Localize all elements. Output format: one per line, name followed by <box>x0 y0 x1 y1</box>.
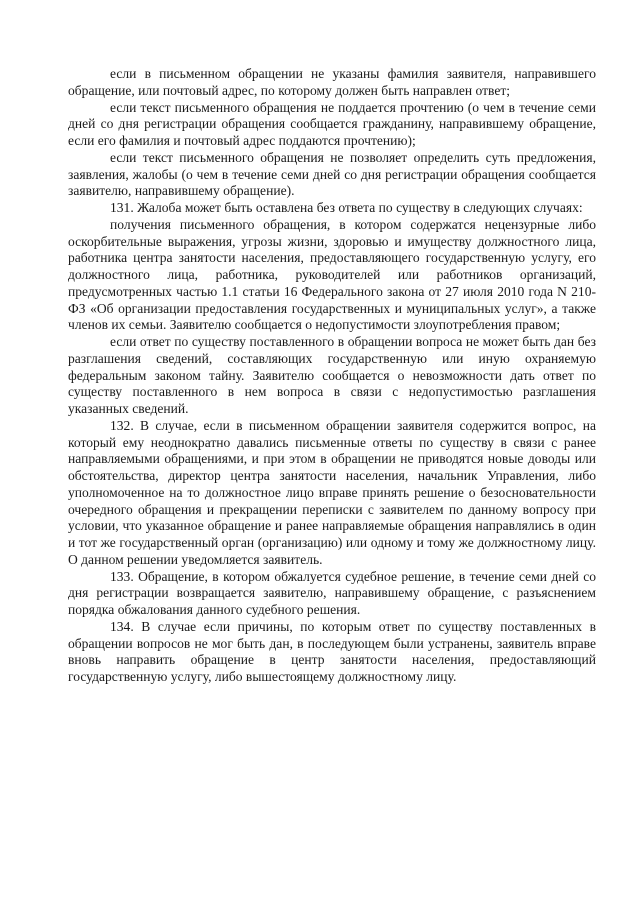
paragraph-undefined-essence: если текст письменного обращения не позволяет определить суть предложения, заявления, жалобы (о чем в течение семи дней со дня регистрации обращения сообщается заявителю, направившему обращение). <box>68 149 596 199</box>
paragraph-131: 131. Жалоба может быть оставлена без ответа по существу в следующих случаях: <box>110 200 583 215</box>
paragraph-132: 132. В случае, если в письменном обращении заявителя содержится вопрос, на который ему неоднократно давались письменные ответы по существу в связи с ранее направляемыми обращениями, и при этом в обращении не приводятся новые доводы или обстоятельства, директор центра занятости населения, начальник Управления, либо уполномоченное на то должностное лицо вправе принять решение о безосновательности очередного обращения и прекращении переписки с заявителем по данному вопросу при условии, что указанное обращение и ранее направляемые обращения направлялись в один и тот же государственный орган (организацию) или одному и тому же должностному лицу. О данном решении уведомляется заявитель. <box>68 417 596 567</box>
paragraph-unreadable-text: если текст письменного обращения не поддается прочтению (о чем в течение семи дней со дня регистрации обращения сообщается гражданину, направившему обращение, если его фамилия и почтовый адрес поддаются прочтению); <box>68 99 596 148</box>
document-body <box>68 66 596 686</box>
paragraph-133: 133. Обращение, в котором обжалуется судебное решение, в течение семи дней со дня регистрации возвращается заявителю, направившему обращение, с разъяснением порядка обжалования данного судебного решения. <box>68 568 596 617</box>
paragraph-134: 134. В случае если причины, по которым ответ по существу поставленных в обращении вопросов не мог быть дан, в последующем были устранены, заявитель вправе вновь направить обращение в центр занятости населения, предоставляющий государственную услугу, либо вышестоящему должностному лицу. <box>68 618 596 684</box>
paragraph-missing-name-address: если в письменном обращении не указаны фамилия заявителя, направившего обращение, или почтовый адрес, по которому должен быть направлен ответ; <box>68 66 596 98</box>
paragraph-obscene-expressions: получения письменного обращения, в котором содержатся нецензурные либо оскорбительные выражения, угрозы жизни, здоровью и имуществу должностного лица, работника центра занятости населения, предоставляющего государственную услугу, его должностного лица, работника, руководителей или работников организаций, предусмотренных частью 1.1 статьи 16 Федерального закона от 27 июля 2010 года N 210-ФЗ «Об организации предоставления государственных и муниципальных услуг», а также членов их семьи. Заявителю сообщается о недопустимости злоупотребления правом; <box>68 216 596 333</box>
paragraph-protected-secret: если ответ по существу поставленного в обращении вопроса не может быть дан без разглашения сведений, составляющих государственную или иную охраняемую федеральным законом тайну. Заявителю сообщается о невозможности дать ответ по существу поставленного в нем вопроса в связи с недопустимостью разглашения указанных сведений. <box>68 334 596 416</box>
